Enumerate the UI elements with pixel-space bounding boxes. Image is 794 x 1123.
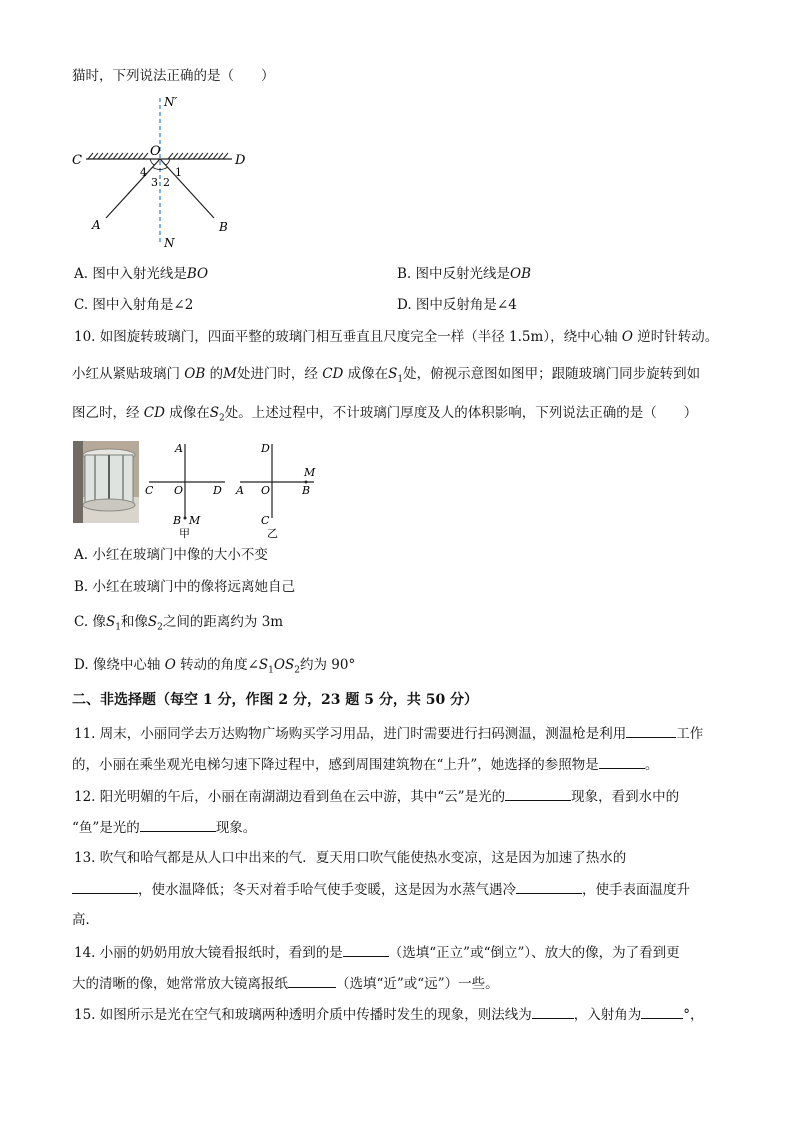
- q9-label-b: B: [219, 220, 228, 234]
- yi-caption: 乙: [267, 527, 278, 540]
- jia-label-b: B: [173, 514, 182, 527]
- q9-label-a: A: [92, 218, 101, 232]
- q9-label-n: N: [164, 236, 175, 250]
- q12-line1: 12. 阳光明媚的午后，小丽在南湖湖边看到鱼在云中游，其中“云”是光的 现象，看到水中的: [74, 786, 679, 807]
- revolving-door-photo: [73, 441, 139, 523]
- yi-label-a: A: [236, 484, 244, 497]
- q11-line2: 的，小丽在乘坐观光电梯匀速下降过程中，感到周围建筑物在“上升”，她选择的参照物是 。: [72, 754, 658, 775]
- q9-option-b[interactable]: B. 图中反射光线是OB: [397, 266, 532, 282]
- q10-line3: 图乙时，经 CD 成像在$S_2$处。上述过程中，不计玻璃门厚度及人的体积影响，下列说法正确的是（ ）: [72, 405, 698, 424]
- q10-option-a[interactable]: A. 小红在玻璃门中像的大小不变: [74, 547, 268, 563]
- q12-blank-2[interactable]: [140, 817, 216, 832]
- section-2-heading: 二、非选择题（每空 1 分，作图 2 分，23 题 5 分，共 50 分）: [72, 692, 479, 708]
- q9-label-n-prime: N′: [164, 95, 178, 109]
- q14-blank-1[interactable]: [343, 942, 389, 957]
- q9-label-o: O: [150, 144, 161, 159]
- q13-line1: 13. 吹气和哈气都是从人口中出来的气．夏天用口吹气能使热水变凉，这是因为加速了热水的: [74, 850, 627, 866]
- yi-label-c: C: [261, 514, 270, 527]
- q11-blank-2[interactable]: [599, 754, 645, 769]
- jia-label-c: C: [145, 484, 154, 497]
- q10-option-c[interactable]: C. 像$S_1$和像$S_2$之间的距离约为 3m: [74, 614, 284, 633]
- q14-line2: 大的清晰的像，她常常放大镜离报纸 （选填“近”或“远”）一些。: [72, 973, 499, 994]
- q11-line1: 11. 周末，小丽同学去万达购物广场购买学习用品，进门时需要进行扫码测温，测温枪是利用 工作: [74, 723, 703, 744]
- q13-line2: ，使水温降低；冬天对着手哈气使手变暖，这是因为水蒸气遇冷 ，使手表面温度升: [72, 879, 690, 900]
- q9-label-c: C: [72, 153, 82, 168]
- yi-label-d: D: [261, 442, 270, 455]
- q10-figure-yi: [234, 438, 324, 540]
- q15-blank-2[interactable]: [641, 1004, 683, 1019]
- q9-label-3: 3: [151, 176, 158, 189]
- q9-option-c[interactable]: C. 图中入射角是∠2: [74, 297, 194, 313]
- q10-option-d[interactable]: D. 像绕中心轴 O 转动的角度$\angle S_1OS_2$约为 90°: [74, 657, 356, 676]
- q9-stem: 猫时，下列说法正确的是（ ）: [72, 68, 275, 84]
- q14-blank-2[interactable]: [288, 973, 336, 988]
- q10-figure-jia: [143, 438, 229, 540]
- yi-label-o: O: [261, 484, 271, 497]
- q15-line1: 15. 如图所示是光在空气和玻璃两种透明介质中传播时发生的现象，则法线为 ，入射角为 °，: [74, 1004, 704, 1025]
- q13-blank-2[interactable]: [516, 879, 582, 894]
- yi-label-m: M: [304, 466, 316, 479]
- q10-line1: 10. 如图旋转玻璃门，四面平整的玻璃门相互垂直且尺度完全一样（半径 1.5m），绕中心轴 O 逆时针转动。: [74, 329, 719, 345]
- q10-option-b[interactable]: B. 小红在玻璃门中的像将远离她自己: [74, 579, 296, 595]
- jia-label-d: D: [213, 484, 222, 497]
- q9-figure: [68, 92, 258, 258]
- jia-caption: 甲: [179, 527, 190, 540]
- q13-blank-1[interactable]: [72, 879, 138, 894]
- yi-label-b: B: [302, 484, 311, 497]
- q12-line2: “鱼”是光的 现象。: [72, 817, 256, 838]
- q9-option-a[interactable]: A. 图中入射光线是BO: [74, 266, 209, 282]
- q9-label-2: 2: [163, 176, 170, 189]
- jia-label-m: M: [189, 514, 201, 527]
- q13-line3: 高．: [72, 912, 99, 928]
- q9-label-4: 4: [140, 166, 147, 179]
- q14-line1: 14. 小丽的奶奶用放大镜看报纸时，看到的是 （选填“正立”或“倒立”）、放大的像，为了看到更: [74, 942, 680, 963]
- q10-line2: 小红从紧贴玻璃门 OB 的M处进门时，经 CD 成像在$S_1$处，俯视示意图如图甲；跟随玻璃门同步旋转到如: [72, 366, 701, 385]
- q12-blank-1[interactable]: [505, 786, 571, 801]
- q15-blank-1[interactable]: [532, 1004, 574, 1019]
- q9-label-d: D: [235, 153, 246, 168]
- jia-label-o: O: [174, 484, 184, 497]
- q9-option-d[interactable]: D. 图中反射角是∠4: [397, 297, 517, 313]
- q9-label-1: 1: [175, 166, 182, 179]
- jia-label-a: A: [175, 442, 183, 455]
- q11-blank-1[interactable]: [626, 723, 676, 738]
